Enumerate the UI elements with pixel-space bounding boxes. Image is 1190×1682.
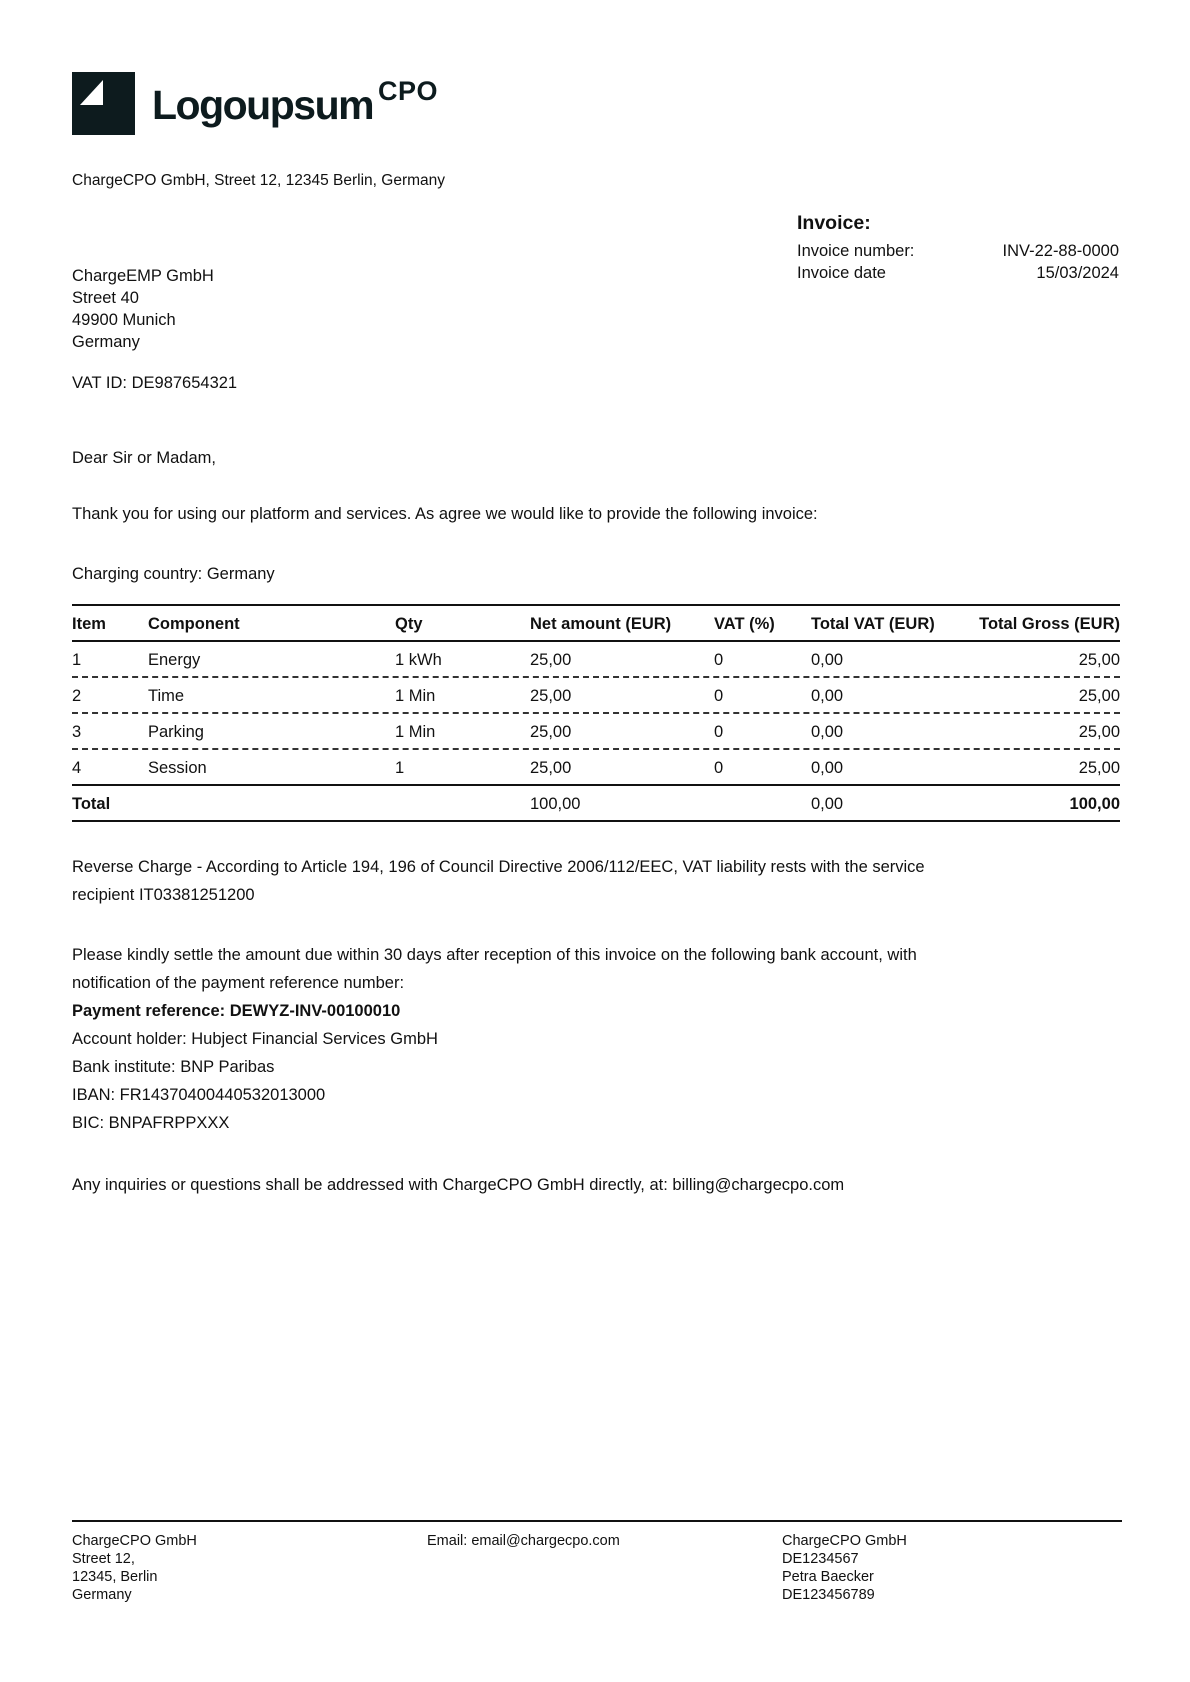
invoice-number-label: Invoice number:	[797, 242, 915, 260]
header-total-vat: Total VAT (EUR)	[811, 615, 935, 633]
cell-item: 1	[72, 651, 82, 669]
logo-square-icon	[72, 72, 135, 135]
cell-qty: 1	[395, 759, 405, 777]
footer-company-address	[72, 1532, 197, 1604]
payment-instructions	[72, 941, 1072, 1137]
cell-total-vat: 0,00	[811, 651, 844, 669]
cell-net: 25,00	[530, 687, 572, 705]
invoice-number-value: INV-22-88-0000	[1002, 242, 1119, 260]
header-net-amount: Net amount (EUR)	[530, 615, 672, 633]
recipient-street: Street 40	[72, 289, 139, 307]
recipient-city: 49900 Munich	[72, 311, 176, 329]
table-row	[72, 750, 1120, 786]
cell-vat: 0	[714, 759, 724, 777]
charging-country: Charging country: Germany	[72, 565, 275, 583]
invoice-date-label: Invoice date	[797, 264, 886, 282]
inquiries-note: Any inquiries or questions shall be addressed with ChargeCPO GmbH directly, at: billing@chargecpo.com	[72, 1176, 845, 1194]
footer-legal	[782, 1532, 907, 1604]
header-vat-percent: VAT (%)	[714, 615, 775, 633]
bank-institute: Bank institute: BNP Paribas	[72, 1058, 275, 1076]
greeting: Dear Sir or Madam,	[72, 449, 216, 467]
invoice-number-row	[797, 242, 1119, 261]
cell-vat: 0	[714, 723, 724, 741]
total-vat: 0,00	[811, 795, 844, 813]
reverse-charge-note	[72, 853, 1072, 909]
cell-qty: 1 kWh	[395, 651, 442, 669]
recipient-vat-id: VAT ID: DE987654321	[72, 374, 238, 392]
footer-line: Petra Baecker	[782, 1569, 874, 1585]
cell-item: 3	[72, 723, 82, 741]
invoice-date-value: 15/03/2024	[1036, 264, 1119, 282]
reverse-charge-line: Reverse Charge - According to Article 194, 196 of Council Directive 2006/112/EEC, VAT liability rests with the service	[72, 858, 925, 876]
table-header-row	[72, 604, 1120, 642]
total-net: 100,00	[530, 795, 581, 813]
header-total-gross: Total Gross (EUR)	[979, 615, 1120, 633]
cell-item: 4	[72, 759, 82, 777]
logo-text: Logoupsum	[152, 82, 374, 128]
footer-line: ChargeCPO GmbH	[782, 1533, 907, 1549]
footer-line: DE123456789	[782, 1587, 875, 1603]
intro-text: Thank you for using our platform and services. As agree we would like to provide the following invoice:	[72, 505, 818, 523]
footer-email: Email: email@chargecpo.com	[427, 1533, 620, 1549]
cell-total-vat: 0,00	[811, 759, 844, 777]
footer-line: Street 12,	[72, 1551, 135, 1567]
invoice-table	[72, 604, 1120, 822]
table-row	[72, 642, 1120, 678]
invoice-date-row	[797, 264, 1119, 283]
cell-qty: 1 Min	[395, 723, 436, 741]
cell-component: Session	[148, 759, 207, 777]
reverse-charge-line: recipient IT03381251200	[72, 886, 255, 904]
recipient-country: Germany	[72, 333, 140, 351]
footer-line: DE1234567	[782, 1551, 859, 1567]
cell-gross: 25,00	[1078, 651, 1120, 669]
cell-total-vat: 0,00	[811, 723, 844, 741]
account-holder: Account holder: Hubject Financial Services GmbH	[72, 1030, 438, 1048]
header-qty: Qty	[395, 615, 423, 633]
cell-net: 25,00	[530, 759, 572, 777]
recipient-name: ChargeEMP GmbH	[72, 267, 214, 285]
cell-vat: 0	[714, 687, 724, 705]
cell-component: Time	[148, 687, 185, 705]
table-row	[72, 714, 1120, 750]
iban: IBAN: FR14370400440532013000	[72, 1086, 326, 1104]
bic: BIC: BNPAFRPPXXX	[72, 1114, 230, 1132]
footer-contact	[427, 1532, 620, 1550]
total-label: Total	[72, 795, 111, 813]
header-item: Item	[72, 615, 106, 633]
footer-line: 12345, Berlin	[72, 1569, 158, 1585]
cell-qty: 1 Min	[395, 687, 436, 705]
cell-component: Parking	[148, 723, 204, 741]
sender-address-line: ChargeCPO GmbH, Street 12, 12345 Berlin, Germany	[72, 172, 446, 189]
cell-gross: 25,00	[1078, 687, 1120, 705]
footer-line: ChargeCPO GmbH	[72, 1533, 197, 1549]
cell-component: Energy	[148, 651, 201, 669]
footer-line: Germany	[72, 1587, 132, 1603]
invoice-title: Invoice:	[797, 212, 871, 234]
payment-text-line: notification of the payment reference number:	[72, 974, 405, 992]
cell-vat: 0	[714, 651, 724, 669]
cell-net: 25,00	[530, 723, 572, 741]
header-component: Component	[148, 615, 240, 633]
table-total-row	[72, 786, 1120, 822]
payment-text-line: Please kindly settle the amount due within 30 days after reception of this invoice on the following bank account, with	[72, 946, 917, 964]
table-row	[72, 678, 1120, 714]
payment-reference: Payment reference: DEWYZ-INV-00100010	[72, 1002, 401, 1020]
footer-divider	[72, 1520, 1122, 1522]
cell-item: 2	[72, 687, 82, 705]
cell-net: 25,00	[530, 651, 572, 669]
cell-total-vat: 0,00	[811, 687, 844, 705]
cell-gross: 25,00	[1078, 723, 1120, 741]
total-gross: 100,00	[1069, 795, 1120, 813]
logo-superscript: CPO	[378, 76, 439, 106]
recipient-address	[72, 265, 214, 353]
cell-gross: 25,00	[1078, 759, 1120, 777]
